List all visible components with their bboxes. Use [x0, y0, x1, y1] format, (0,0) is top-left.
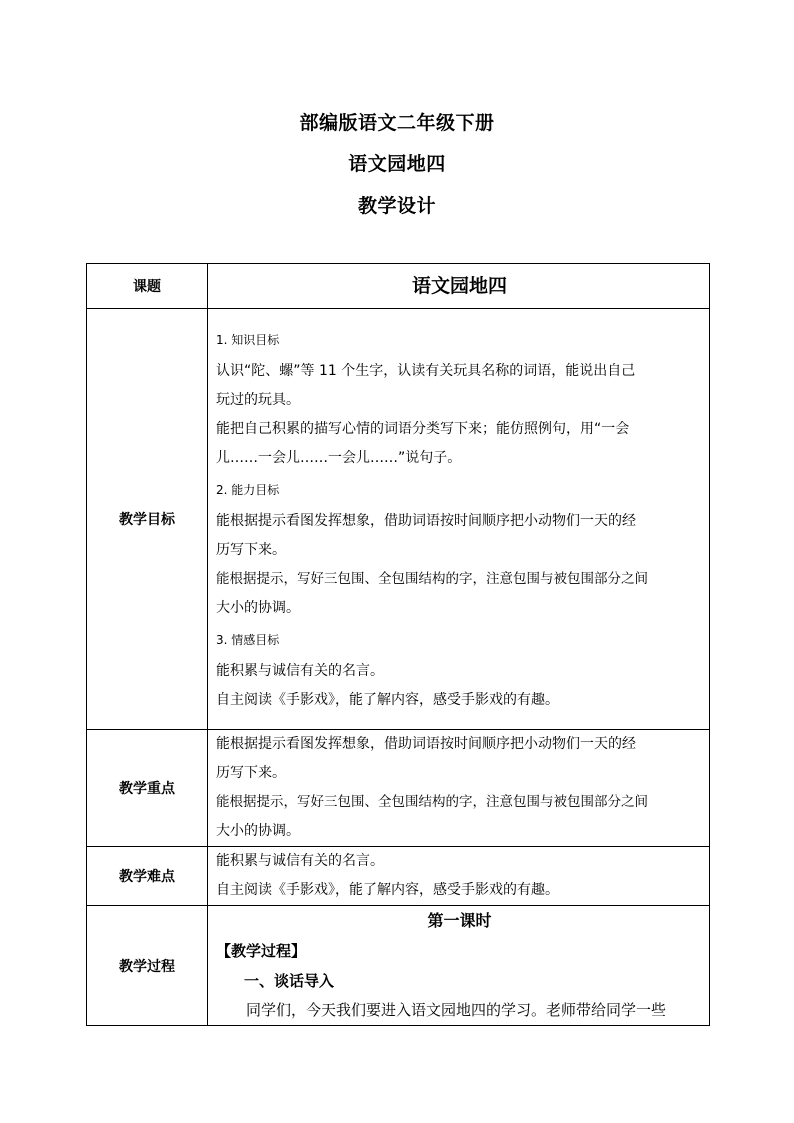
knowledge-heading: 1. 知识目标 — [216, 333, 280, 347]
cell-difficulties — [208, 847, 710, 906]
key-point-line: 能根据提示看图发挥想象，借助词语按时间顺序把小动物们一天的经 — [216, 736, 636, 752]
row-process — [87, 906, 710, 1026]
process-text-line: 同学们，今天我们要进入语文园地四的学习。老师带给同学一些 — [246, 1001, 667, 1019]
lesson-title: 第一课时 — [427, 911, 492, 930]
cell-objectives — [208, 309, 710, 730]
label-process: 教学过程 — [87, 906, 208, 1026]
knowledge-line: 儿……一会儿……一会儿……”说句子。 — [216, 450, 462, 466]
label-difficulties: 教学难点 — [87, 847, 208, 906]
cell-process — [208, 906, 710, 1026]
label-course: 课题 — [87, 264, 208, 309]
process-step-heading: 一、谈话导入 — [244, 972, 335, 990]
knowledge-line: 玩过的玩具。 — [216, 392, 300, 408]
emotion-line: 自主阅读《手影戏》，能了解内容，感受手影戏的有趣。 — [216, 692, 559, 708]
cell-course — [208, 264, 710, 309]
row-objectives — [87, 309, 710, 730]
lesson-plan-table — [86, 263, 710, 1026]
key-point-line: 大小的协调。 — [216, 823, 300, 839]
ability-line: 能根据提示，写好三包围、全包围结构的字，注意包围与被包围部分之间 — [216, 571, 648, 587]
emotion-heading: 3. 情感目标 — [216, 633, 280, 647]
ability-line: 能根据提示看图发挥想象，借助词语按时间顺序把小动物们一天的经 — [216, 513, 636, 529]
process-section-heading: 【教学过程】 — [216, 942, 307, 960]
difficulty-line: 自主阅读《手影戏》，能了解内容，感受手影戏的有趣。 — [216, 882, 559, 898]
knowledge-line: 认识“陀、螺”等 11 个生字，认读有关玩具名称的词语，能说出自己 — [216, 363, 636, 379]
emotion-line: 能积累与诚信有关的名言。 — [216, 663, 384, 679]
doc-title-line3: 教学设计 — [357, 195, 436, 217]
course-title: 语文园地四 — [411, 275, 507, 297]
cell-key-points — [208, 730, 710, 847]
ability-line: 历写下来。 — [216, 542, 286, 558]
row-difficulties — [87, 847, 710, 906]
doc-title-line1: 部编版语文二年级下册 — [299, 112, 495, 134]
row-course — [87, 264, 710, 309]
ability-heading: 2. 能力目标 — [216, 483, 280, 497]
difficulty-line: 能积累与诚信有关的名言。 — [216, 853, 384, 869]
knowledge-line: 能把自己积累的描写心情的词语分类写下来；能仿照例句，用“一会 — [216, 421, 630, 437]
doc-title-line2: 语文园地四 — [348, 153, 446, 175]
key-point-line: 历写下来。 — [216, 765, 286, 781]
label-key-points: 教学重点 — [87, 730, 208, 847]
key-point-line: 能根据提示，写好三包围、全包围结构的字，注意包围与被包围部分之间 — [216, 794, 648, 810]
row-key-points — [87, 730, 710, 847]
ability-line: 大小的协调。 — [216, 600, 300, 616]
label-objectives: 教学目标 — [87, 309, 208, 730]
